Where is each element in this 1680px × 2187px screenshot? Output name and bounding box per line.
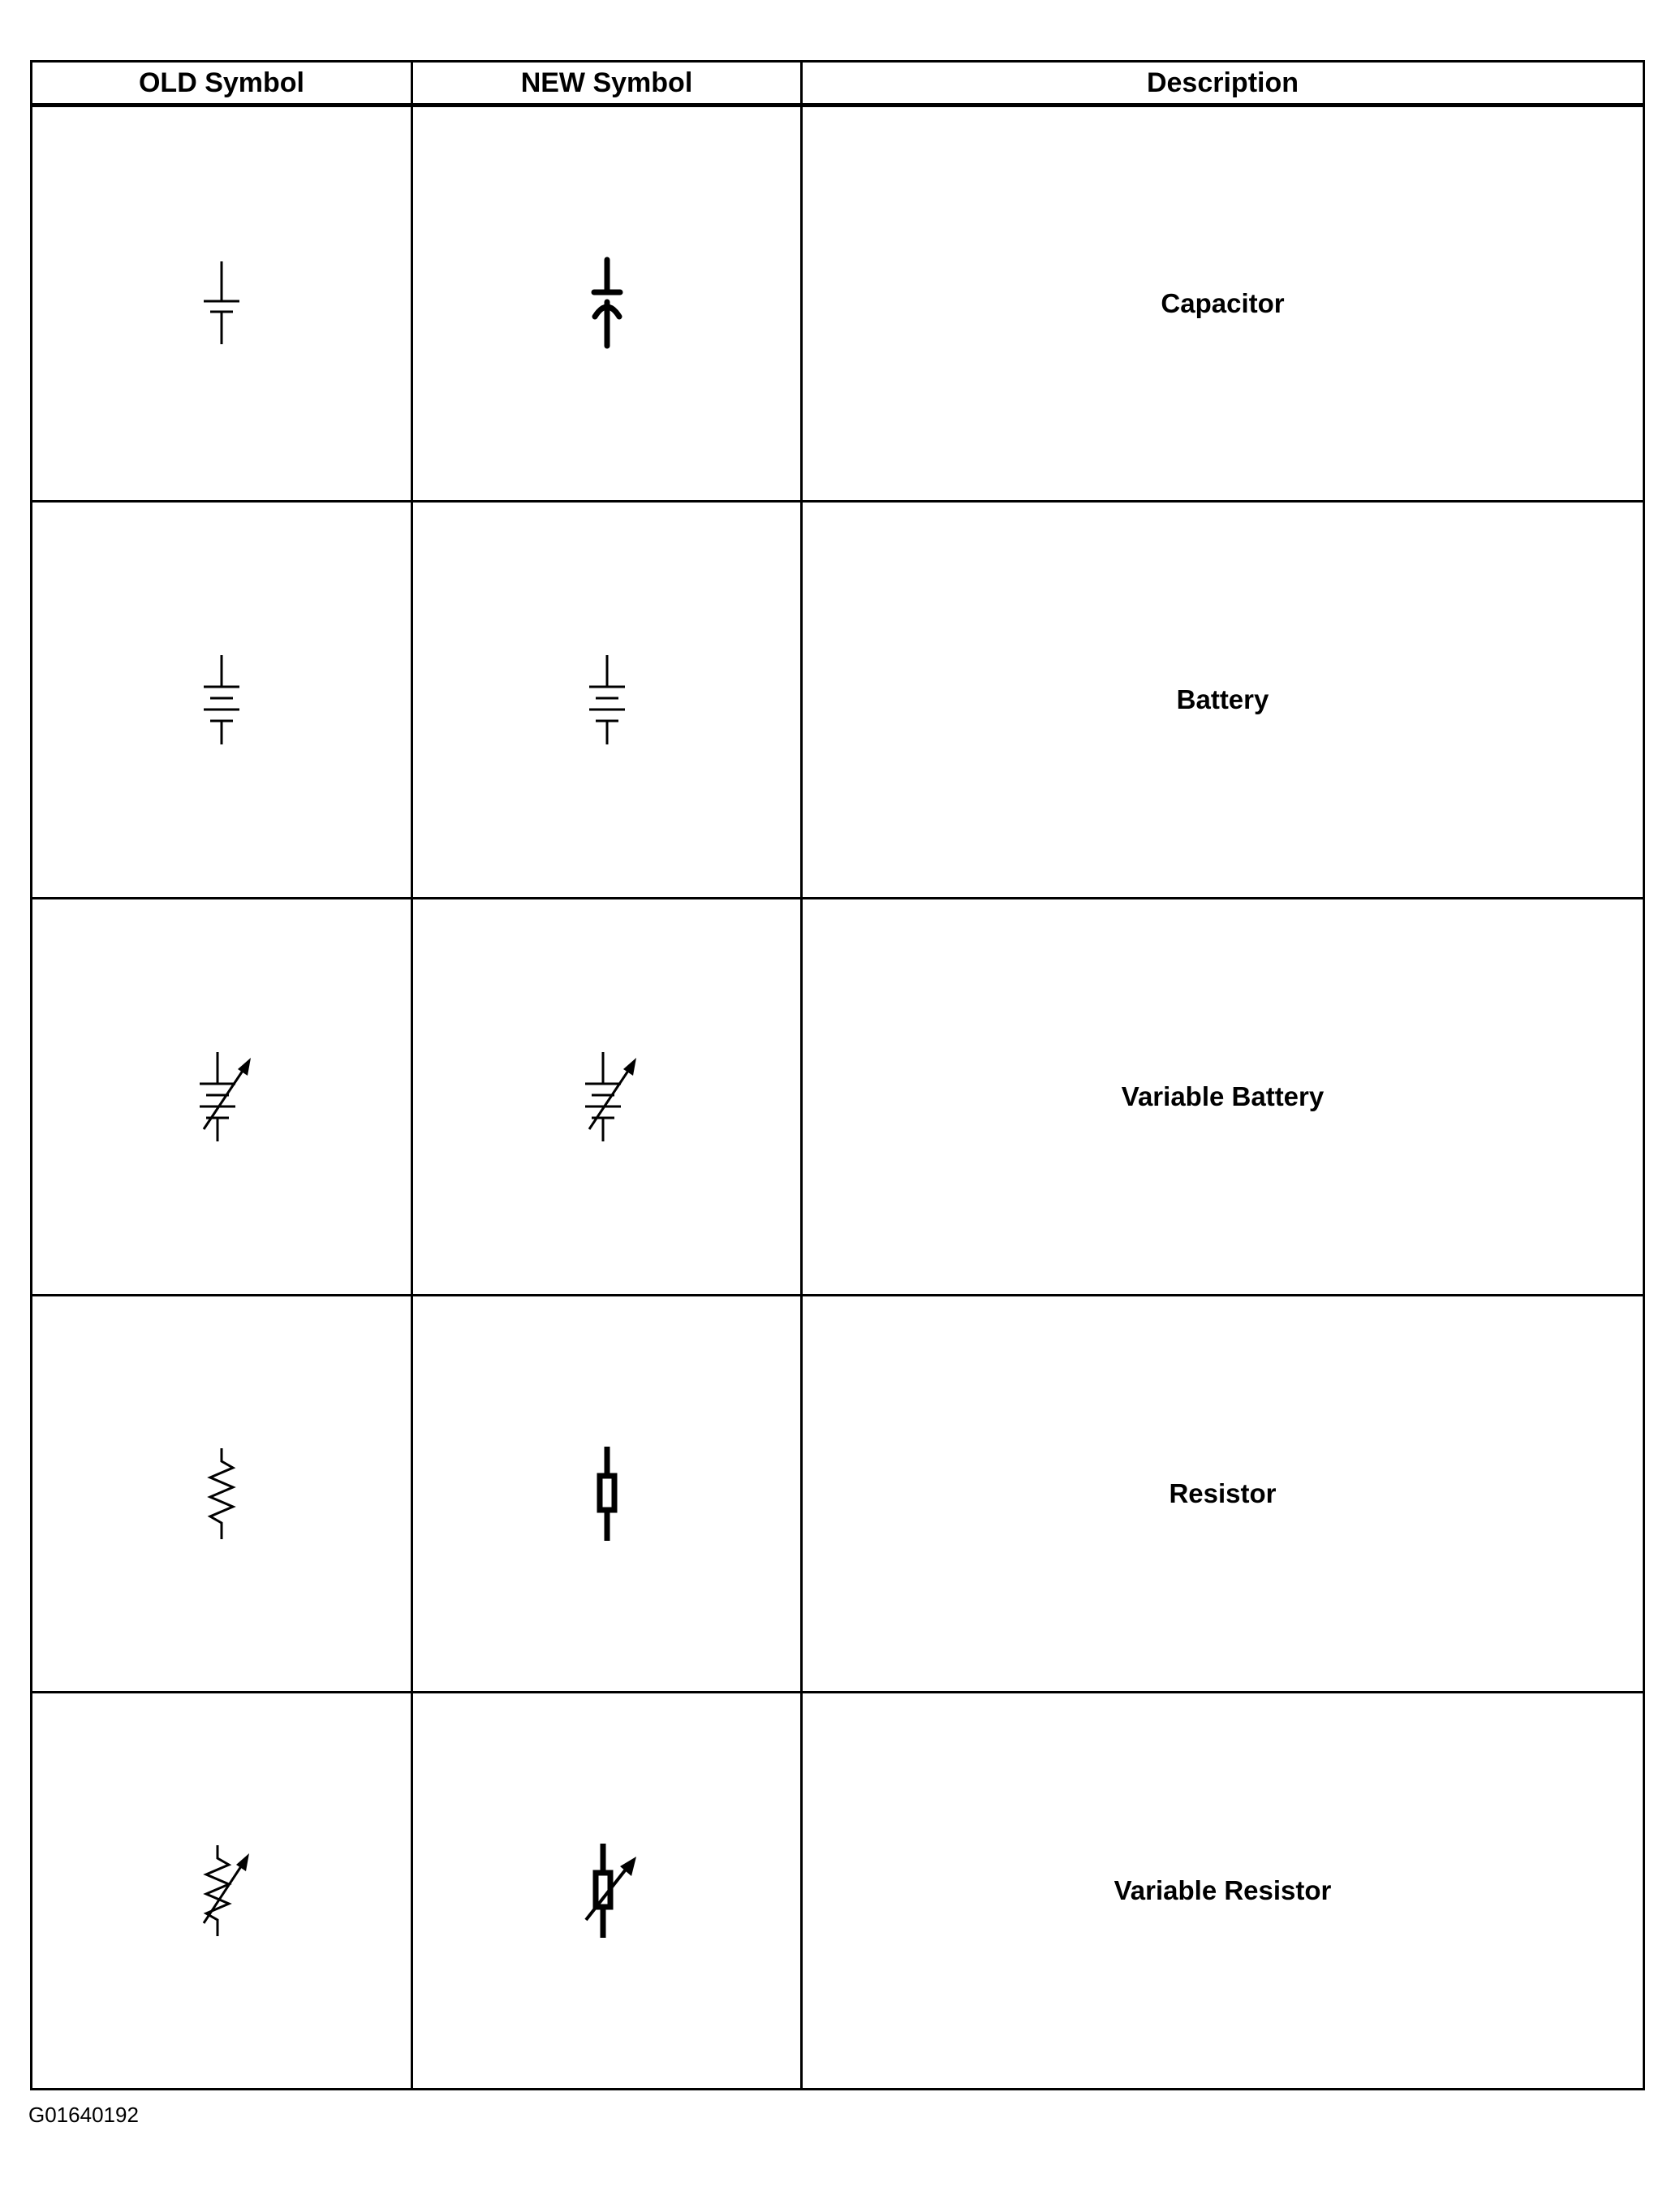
header-old-symbol: OLD Symbol	[32, 62, 412, 106]
header-new-symbol: NEW Symbol	[412, 62, 802, 106]
resistor-old-icon	[189, 1445, 254, 1542]
variable-battery-new-icon	[566, 1048, 648, 1145]
header-row	[32, 62, 1644, 106]
resistor-new-icon	[575, 1445, 640, 1542]
new-symbol-cell	[412, 899, 802, 1296]
description-cell: Battery	[802, 502, 1644, 899]
description-cell: Variable Battery	[802, 899, 1644, 1296]
old-symbol-cell	[32, 899, 412, 1296]
description-cell: Resistor	[802, 1296, 1644, 1693]
new-symbol-cell	[412, 106, 802, 502]
battery-old-icon	[189, 651, 254, 748]
variable-resistor-old-icon	[181, 1842, 262, 1939]
new-symbol-cell	[412, 1693, 802, 2090]
symbol-table	[30, 60, 1645, 2090]
battery-new-icon	[575, 651, 640, 748]
variable-resistor-new-icon	[566, 1842, 648, 1939]
old-symbol-cell	[32, 1693, 412, 2090]
header-description: Description	[802, 62, 1644, 106]
figure-id: G01640192	[28, 2103, 139, 2127]
description-cell: Capacitor	[802, 106, 1644, 502]
capacitor-new-icon	[575, 255, 640, 352]
old-symbol-cell	[32, 1296, 412, 1693]
old-symbol-cell	[32, 106, 412, 502]
capacitor-old-icon	[189, 255, 254, 352]
table-row	[32, 106, 1644, 502]
variable-battery-old-icon	[181, 1048, 262, 1145]
new-symbol-cell	[412, 1296, 802, 1693]
table-row	[32, 899, 1644, 1296]
new-symbol-cell	[412, 502, 802, 899]
description-cell: Variable Resistor	[802, 1693, 1644, 2090]
old-symbol-cell	[32, 502, 412, 899]
table-row	[32, 502, 1644, 899]
table-row	[32, 1296, 1644, 1693]
table-row	[32, 1693, 1644, 2090]
